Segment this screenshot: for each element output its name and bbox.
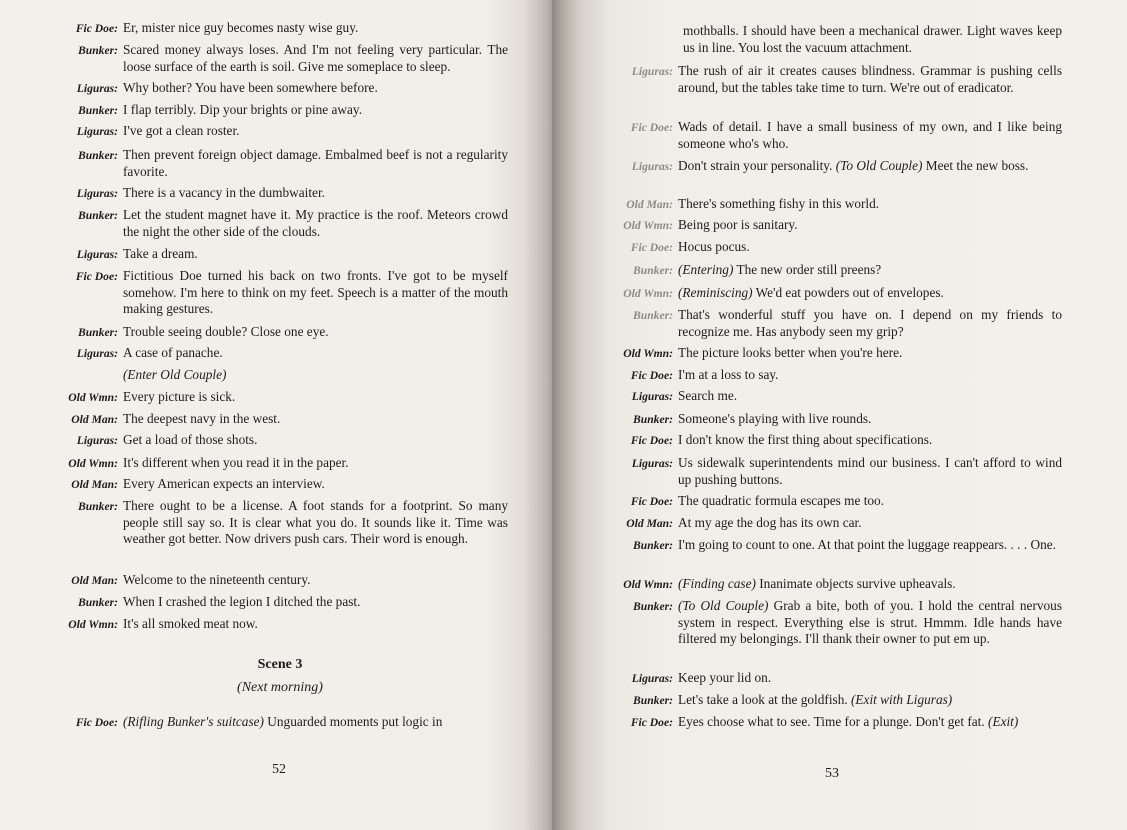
dialogue-line [0,196,1062,214]
dialogue-line [0,20,508,38]
dialogue-text: I'm at a loss to say. [678,367,779,382]
dialogue-text: There is a vacancy in the dumbwaiter. [123,185,325,200]
speaker-name: Bunker: [78,209,118,222]
speaker-name: Bunker: [78,596,118,609]
dialogue-text: Keep your lid on. [678,670,772,685]
dialogue-text: Being poor is sanitary. [678,217,798,232]
speaker-name: Fic Doe: [630,241,673,254]
dialogue-text: I'm going to count to one. At that point the luggage reappears. . . . One. [678,537,1056,552]
dialogue-line [0,102,508,120]
speaker-name: Old Wmn: [68,618,118,631]
dialogue-text: It's different when you read it in the paper. [123,455,349,470]
dialogue-line [0,432,1062,450]
dialogue-text: Us sidewalk superintendents mind our business. I can't afford to wind up pushing buttons. [678,455,1062,487]
dialogue-text: Welcome to the nineteenth century. [123,572,311,587]
speaker-name: Bunker: [633,539,673,552]
dialogue-line [0,388,1062,406]
dialogue-text: Someone's playing with live rounds. [678,411,872,426]
speaker-name: Liguras: [76,187,118,200]
dialogue-text: I've got a clean roster. [123,123,240,138]
dialogue-text: It's all smoked meat now. [123,616,258,631]
dialogue-line [0,217,1062,235]
dialogue-text: Then prevent foreign object damage. Embalmed beef is not a regularity favorite. [123,147,508,179]
dialogue-line [0,119,1062,152]
speaker-name: Fic Doe: [630,434,673,447]
dialogue-continuation: mothballs. I should have been a mechanical drawer. Light waves keep us in line. You lost the vacuum attachment. [683,23,1062,55]
speaker-name: Liguras: [631,65,673,78]
speaker-name: Fic Doe: [630,369,673,382]
dialogue-text: Every American expects an interview. [123,476,325,491]
speaker-name: Fic Doe: [630,716,673,729]
dialogue-text: There's something fishy in this world. [678,196,880,211]
dialogue-text: Wads of detail. I have a small business of my own, and I like being someone who's who. [678,119,1062,151]
dialogue-text: The rush of air it creates causes blindness. Grammar is pushing cells around, but the tables take time to turn. We're out of eradicator. [678,63,1062,95]
dialogue-text: Eyes choose what to see. Time for a plunge. Don't get fat. (Exit) [678,714,1019,729]
speaker-name: Liguras: [631,160,673,173]
speaker-name: Old Man: [71,413,118,426]
dialogue-line [0,411,1062,429]
dialogue-line [0,598,1062,648]
speaker-name: Liguras: [76,82,118,95]
speaker-name: Bunker: [78,44,118,57]
dialogue-text: I don't know the first thing about specifications. [678,432,933,447]
dialogue-text: Scared money always loses. And I'm not feeling very particular. The loose surface of the earth is soil. Give me someplace to sleep. [123,42,508,74]
scene-title: Scene 3 [257,657,303,672]
speaker-name: Fic Doe: [630,121,673,134]
dialogue-line [0,455,1062,488]
speaker-name: Liguras: [76,125,118,138]
speaker-name: Fic Doe: [630,495,673,508]
speaker-name: Bunker: [633,309,673,322]
speaker-name: Bunker: [78,149,118,162]
dialogue-line [0,537,1062,555]
dialogue-line [0,239,1062,257]
speaker-name: Fic Doe: [75,716,118,729]
dialogue-text: Let's take a look at the goldfish. (Exit with Liguras) [678,692,953,707]
dialogue-text: Fictitious Doe turned his back on two fronts. I've got to be myself somehow. I'm here to think on my feet. Speech is a matter of the mouth making gestures. [123,268,508,317]
dialogue-text: Er, mister nice guy becomes nasty wise guy. [123,20,359,35]
dialogue-text: A case of panache. [123,345,223,360]
dialogue-line [0,262,1062,280]
speaker-name: Old Man: [71,478,118,491]
dialogue-text: (Reminiscing) We'd eat powders out of envelopes. [678,285,944,300]
speaker-name: Old Man: [626,517,673,530]
speaker-name: Bunker: [633,264,673,277]
dialogue-line [0,158,1062,176]
dialogue-text: There ought to be a license. A foot stands for a footprint. So many people still say so. It is clear what you do. It sounds like it. Time was weather got better. Now drivers push cars. Their word is enough. [123,498,508,547]
speaker-name: Liguras: [631,457,673,470]
speaker-name: Old Man: [71,574,118,587]
dialogue-text: Search me. [678,388,738,403]
dialogue-line [0,670,1062,688]
speaker-name: Bunker: [78,104,118,117]
dialogue-text: I flap terribly. Dip your brights or pine away. [123,102,363,117]
speaker-name: Fic Doe: [75,22,118,35]
dialogue-line [0,714,1062,732]
dialogue-text: Don't strain your personality. (To Old Couple) Meet the new boss. [678,158,1029,173]
dialogue-text: (Entering) The new order still preens? [678,262,882,277]
dialogue-text: (Finding case) Inanimate objects survive upheavals. [678,576,956,591]
speaker-name: Bunker: [633,600,673,613]
dialogue-line [0,576,1062,594]
dialogue-continuation: Unguarded moments put logic in [267,714,443,729]
speaker-name: Liguras: [76,347,118,360]
dialogue-text: At my age the dog has its own car. [678,515,862,530]
right-page [552,0,1127,830]
speaker-name: Liguras: [631,672,673,685]
dialogue-text: That's wonderful stuff you have on. I depend on my friends to recognize me. Has anybody seen my grip? [678,307,1062,339]
dialogue-text: When I crashed the legion I ditched the past. [123,594,361,609]
speaker-name: Liguras: [631,390,673,403]
dialogue-line [0,63,1062,96]
dialogue-text: The deepest navy in the west. [123,411,281,426]
dialogue-line [0,515,1062,533]
dialogue-text: The picture looks better when you're here. [678,345,903,360]
dialogue-text: Every picture is sick. [123,389,236,404]
dialogue-text: Trouble seeing double? Close one eye. [123,324,329,339]
speaker-name: Liguras: [76,434,118,447]
speaker-name: Liguras: [76,248,118,261]
speaker-name: Bunker: [633,413,673,426]
speaker-name: Old Wmn: [68,457,118,470]
speaker-name: Fic Doe: [75,270,118,283]
page-number: 52 [272,762,286,777]
dialogue-line [0,692,1062,710]
page-number: 53 [825,766,839,781]
stage-direction: (Rifling Bunker's suitcase) [123,714,264,729]
stage-direction: (Enter Old Couple) [123,367,227,382]
dialogue-line [0,345,1062,363]
speaker-name: Old Wmn: [623,347,673,360]
dialogue-line [0,493,1062,511]
speaker-name: Bunker: [633,694,673,707]
speaker-name: Old Wmn: [623,219,673,232]
speaker-name: Old Man: [626,198,673,211]
speaker-name: Old Wmn: [623,578,673,591]
dialogue-text: Hocus pocus. [678,239,750,254]
dialogue-text: (To Old Couple) Grab a bite, both of you. I hold the central nervous system in respect. Everything else is strut. Hmmm. Idle hands have filtered my belongings. I'll thank their owner to put em up. [678,598,1062,647]
dialogue-line [0,285,1062,303]
scene-direction: (Next morning) [237,680,323,695]
dialogue-text: Get a load of those shots. [123,432,258,447]
dialogue-text: Take a dream. [123,246,198,261]
dialogue-text: Let the student magnet have it. My practice is the roof. Meteors crowd the night the other side of the clouds. [123,207,508,239]
dialogue-text: Why bother? You have been somewhere before. [123,80,378,95]
dialogue-text: The quadratic formula escapes me too. [678,493,885,508]
dialogue-line [0,307,1062,340]
speaker-name: Old Wmn: [68,391,118,404]
dialogue-line [0,367,1062,385]
speaker-name: Old Wmn: [623,287,673,300]
speaker-name: Bunker: [78,500,118,513]
speaker-name: Bunker: [78,326,118,339]
